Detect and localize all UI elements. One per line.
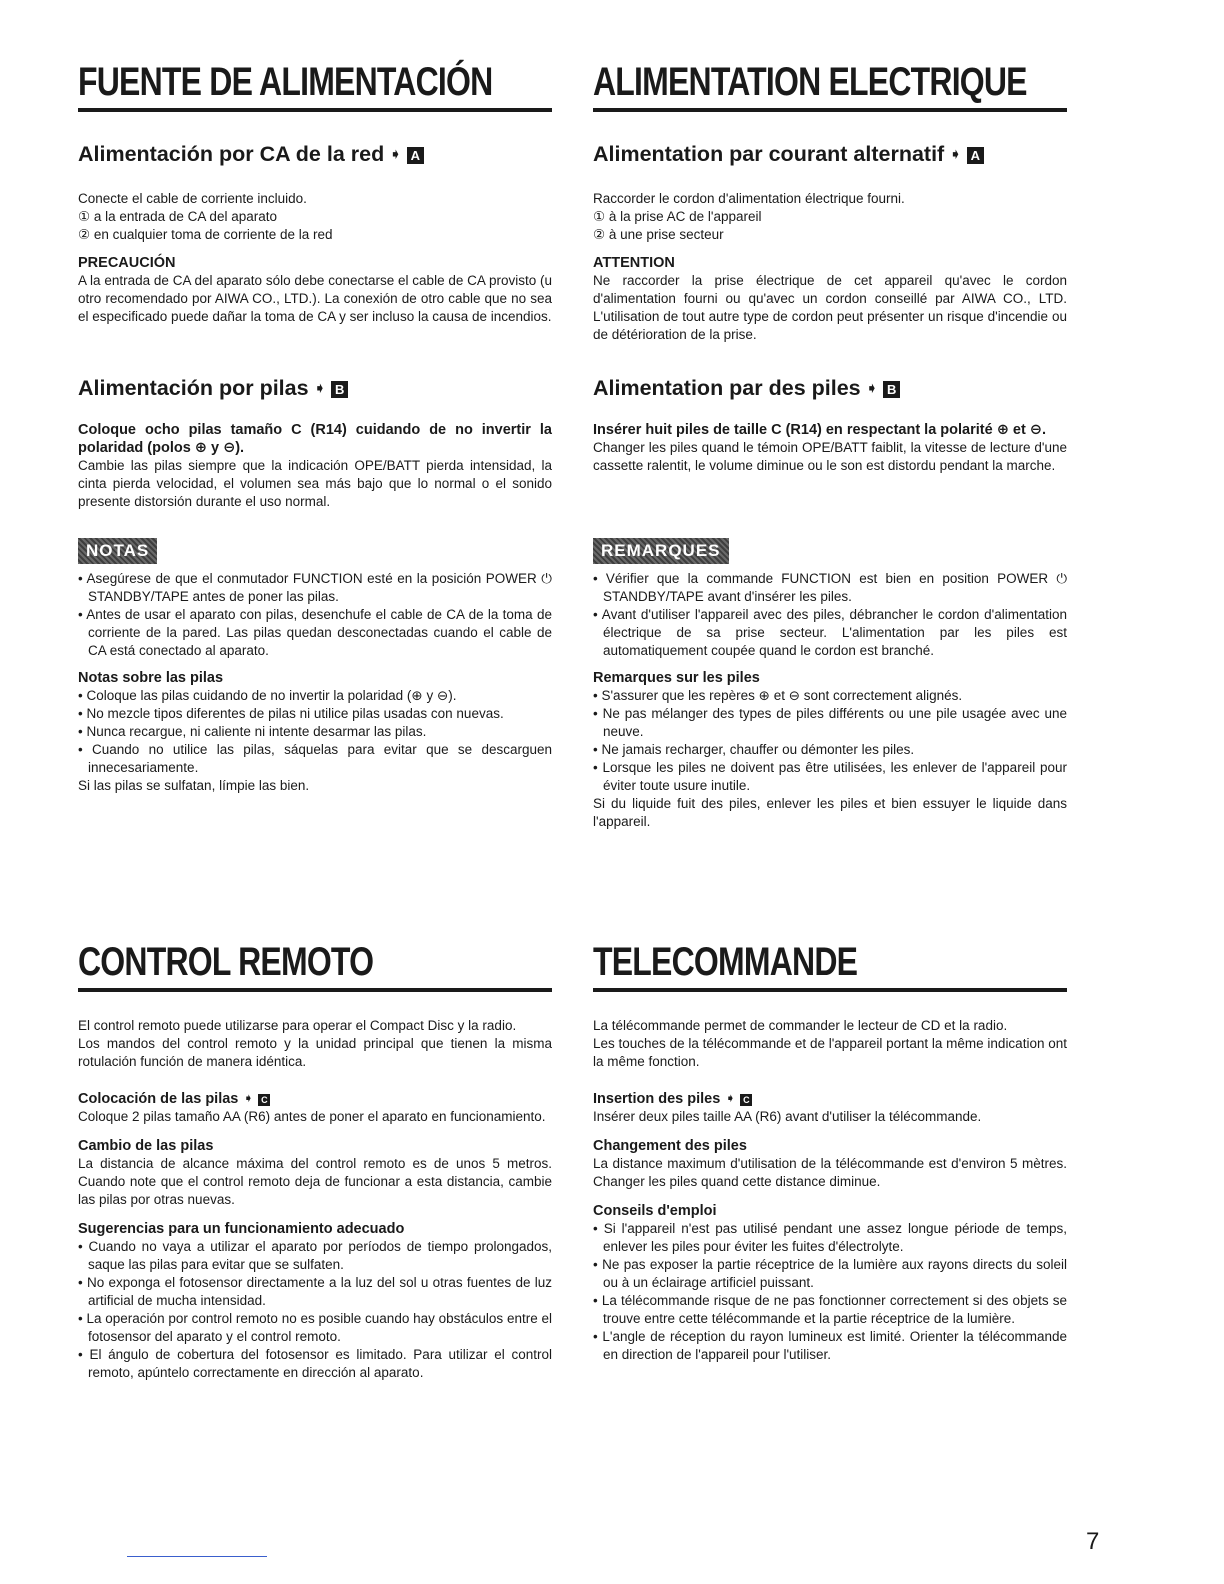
change-batteries-text: La distancia de alcance máxima del control remoto es de unos 5 metros. Cuando note que el control remoto deja de funcionar a esta distancia, cambie las pilas por otras nuevas. (78, 1156, 552, 1207)
list-item: • Nunca recargue, ni caliente ni intente desarmar las pilas. (78, 724, 427, 739)
list-item: • No mezcle tipos diferentes de pilas ni utilice pilas usadas con nuevas. (78, 706, 504, 721)
ac-section-es (78, 140, 552, 326)
notes-list (78, 570, 552, 660)
remote-intro-2: Los mandos del control remoto y la unidad principal que tienen la misma rotulación función de manera idéntica. (78, 1036, 552, 1069)
list-item: • La operación por control remoto no es posible cuando hay obstáculos entre el fotosensor del aparato y el control remoto. (78, 1311, 552, 1344)
figure-ref-badge: C (740, 1094, 752, 1106)
insert-batteries-title-text: Colocación de las pilas (78, 1091, 239, 1107)
tips-list (78, 1238, 552, 1382)
footer-divider (127, 1556, 267, 1557)
power-source-header-es (78, 60, 552, 112)
ac-section-fr (593, 140, 1067, 344)
insert-batteries-title (593, 1090, 1067, 1108)
list-item: • El ángulo de cobertura del fotosensor es limitado. Para utilizar el control remoto, apúntelo correctamente en dirección al aparato. (78, 1347, 552, 1380)
section-title-text: Alimentation par courant alternatif (593, 142, 945, 166)
title-rule (593, 108, 1067, 112)
ac-line-2: ① à la prise AC de l'appareil (593, 209, 762, 224)
tips-title: Sugerencias para un funcionamiento adecuado (78, 1221, 405, 1237)
figure-ref-badge: A (407, 147, 424, 164)
arrow-icon: ➧ (865, 380, 879, 397)
caution-text: Ne raccorder la prise électrique de cet appareil qu'avec le cordon d'alimentation fourni ou qu'avec un cordon conseillé par AIWA CO., LTD. L'utilisation de tout autre type de cordon peut présenter un risque d'incendie ou de détérioration de la prise. (593, 273, 1067, 342)
battery-notes-list (78, 687, 552, 777)
battery-text: Cambie las pilas siempre que la indicación OPE/BATT pierda intensidad, la cinta pierda velocidad, el volumen sea más bajo que lo normal o el sonido presente distorsión durante el uso normal. (78, 458, 552, 509)
battery-section-fr (593, 374, 1067, 475)
tips-list (593, 1220, 1067, 1364)
list-item: • No exponga el fotosensor directamente a la luz del sol u otras fuentes de luz artificial de mucha intensidad. (78, 1275, 552, 1308)
list-item: • L'angle de réception du rayon lumineux est limité. Orienter la télécommande en direction de l'appareil pour l'utiliser. (593, 1329, 1067, 1362)
remote-title-es: CONTROL REMOTO (78, 940, 374, 984)
notes-list (593, 570, 1067, 660)
figure-ref-badge: B (331, 381, 348, 398)
figure-ref-badge: A (967, 147, 984, 164)
list-item: • Cuando no vaya a utilizar el aparato por períodos de tiempo prolongados, saque las pilas para evitar que se sulfaten. (78, 1239, 552, 1272)
section-title (78, 140, 552, 171)
battery-section-es (78, 374, 552, 511)
section-title (78, 374, 552, 405)
notes-section-es (78, 538, 552, 795)
change-batteries-text: La distance maximum d'utilisation de la télécommande est d'environ 5 mètres. Changer les piles quand cette distance diminue. (593, 1156, 1067, 1189)
list-item: • Si l'appareil n'est pas utilisé pendant une assez longue période de temps, enlever les piles pour éviter les fuites d'électrolyte. (593, 1221, 1067, 1254)
remote-section-fr (593, 1017, 1067, 1364)
insert-batteries-title-text: Insertion des piles (593, 1091, 721, 1107)
list-item: • S'assurer que les repères ⊕ et ⊖ sont correctement alignés. (593, 688, 963, 703)
list-item: • Asegúrese de que el conmutador FUNCTION esté en la posición POWER ⏻ STANDBY/TAPE antes de poner las pilas. (78, 571, 552, 604)
notes-section-fr (593, 538, 1067, 831)
remote-intro-2: Les touches de la télécommande et de l'appareil portant la même indication ont la même fonction. (593, 1036, 1067, 1069)
list-item: • La télécommande risque de ne pas fonctionner correctement si des objets se trouve entre cette télécommande et la partie réceptrice de la lumière. (593, 1293, 1067, 1326)
remote-section-es (78, 1017, 552, 1382)
battery-notes-tail: Si las pilas se sulfatan, límpie las bien. (78, 778, 310, 793)
remote-header-fr (593, 940, 1067, 992)
caution-text: A la entrada de CA del aparato sólo debe conectarse el cable de CA provisto (u otro recomendado por AIWA CO., LTD.). La conexión de otro cable que no sea el especificado puede dañar la toma de CA y ser incluso la causa de incendios. (78, 273, 552, 324)
change-batteries-title: Cambio de las pilas (78, 1138, 214, 1154)
list-item: • Vérifier que la commande FUNCTION est bien en position POWER ⏻ STANDBY/TAPE avant d'insérer les piles. (593, 571, 1067, 604)
tips-title: Conseils d'emploi (593, 1203, 717, 1219)
section-title-text: Alimentación por CA de la red (78, 142, 385, 166)
notes-banner: NOTAS (78, 538, 157, 564)
ac-line-3: ② à une prise secteur (593, 227, 724, 242)
figure-ref-badge: C (258, 1094, 270, 1106)
insert-batteries-title (78, 1090, 552, 1108)
arrow-icon: ➧ (243, 1091, 254, 1105)
page-title-fr: ALIMENTATION ELECTRIQUE (593, 60, 1027, 104)
list-item: • Antes de usar el aparato con pilas, desenchufe el cable de CA de la toma de corriente de la pared. Las pilas quedan desconectadas cuando el cable de CA está conectado al aparato. (78, 607, 552, 658)
insert-batteries-text: Insérer deux piles taille AA (R6) avant d'utiliser la télécommande. (593, 1109, 982, 1124)
battery-notes-list (593, 687, 1067, 795)
battery-text: Changer les piles quand le témoin OPE/BATT faiblit, la vitesse de lecture d'une cassette ralentit, le volume diminue ou le son est distordu pendant la marche. (593, 440, 1067, 473)
battery-notes-title: Notas sobre las pilas (78, 670, 224, 686)
section-title-text: Alimentation par des piles (593, 376, 861, 400)
section-title (593, 140, 1067, 171)
arrow-icon: ➧ (725, 1091, 736, 1105)
section-title-text: Alimentación por pilas (78, 376, 309, 400)
arrow-icon: ➧ (313, 380, 327, 397)
title-rule (78, 108, 552, 112)
remote-intro-1: La télécommande permet de commander le lecteur de CD et la radio. (593, 1018, 1008, 1033)
list-item: • Ne pas exposer la partie réceptrice de la lumière aux rayons directs du soleil ou à un éclairage artificiel puissant. (593, 1257, 1067, 1290)
caution-title: PRECAUCIÓN (78, 255, 176, 271)
battery-lead: Insérer huit piles de taille C (R14) en respectant la polarité ⊕ et ⊖. (593, 422, 1046, 438)
battery-notes-tail: Si du liquide fuit des piles, enlever les piles et bien essuyer le liquide dans l'appareil. (593, 796, 1067, 829)
caution-title: ATTENTION (593, 255, 675, 271)
list-item: • Ne pas mélanger des types de piles différents ou une pile usagée avec une neuve. (593, 706, 1067, 739)
change-batteries-title: Changement des piles (593, 1138, 747, 1154)
section-title (593, 374, 1067, 405)
ac-line-1: Raccorder le cordon d'alimentation électrique fourni. (593, 191, 905, 206)
list-item: • Coloque las pilas cuidando de no invertir la polaridad (⊕ y ⊖). (78, 688, 457, 703)
ac-line-3: ② en cualquier toma de corriente de la red (78, 227, 333, 242)
title-rule (78, 988, 552, 992)
title-rule (593, 988, 1067, 992)
ac-line-1: Conecte el cable de corriente incluido. (78, 191, 307, 206)
battery-notes-title: Remarques sur les piles (593, 670, 760, 686)
power-source-header-fr (593, 60, 1067, 112)
list-item: • Cuando no utilice las pilas, sáquelas para evitar que se descarguen innecesariamente. (78, 742, 552, 775)
arrow-icon: ➧ (389, 146, 402, 163)
notes-banner: REMARQUES (593, 538, 729, 564)
remote-header-es (78, 940, 552, 992)
remote-intro-1: El control remoto puede utilizarse para operar el Compact Disc y la radio. (78, 1018, 517, 1033)
ac-line-2: ① a la entrada de CA del aparato (78, 209, 277, 224)
arrow-icon: ➧ (949, 146, 962, 163)
list-item: • Avant d'utiliser l'appareil avec des piles, débrancher le cordon d'alimentation électrique de sa prise secteur. L'alimentation par les piles est automatiquement coupée quand le cordon est branché. (593, 607, 1067, 658)
list-item: • Ne jamais recharger, chauffer ou démonter les piles. (593, 742, 915, 757)
remote-title-fr: TELECOMMANDE (593, 940, 858, 984)
insert-batteries-text: Coloque 2 pilas tamaño AA (R6) antes de poner el aparato en funcionamiento. (78, 1109, 546, 1124)
list-item: • Lorsque les piles ne doivent pas être utilisées, les enlever de l'appareil pour éviter toute usure inutile. (593, 760, 1067, 793)
page-title-es: FUENTE DE ALIMENTACIÓN (78, 60, 493, 104)
battery-lead: Coloque ocho pilas tamaño C (R14) cuidando de no invertir la polaridad (polos ⊕ y ⊖). (78, 422, 552, 456)
figure-ref-badge: B (883, 381, 900, 398)
page-number: 7 (1086, 1528, 1100, 1555)
